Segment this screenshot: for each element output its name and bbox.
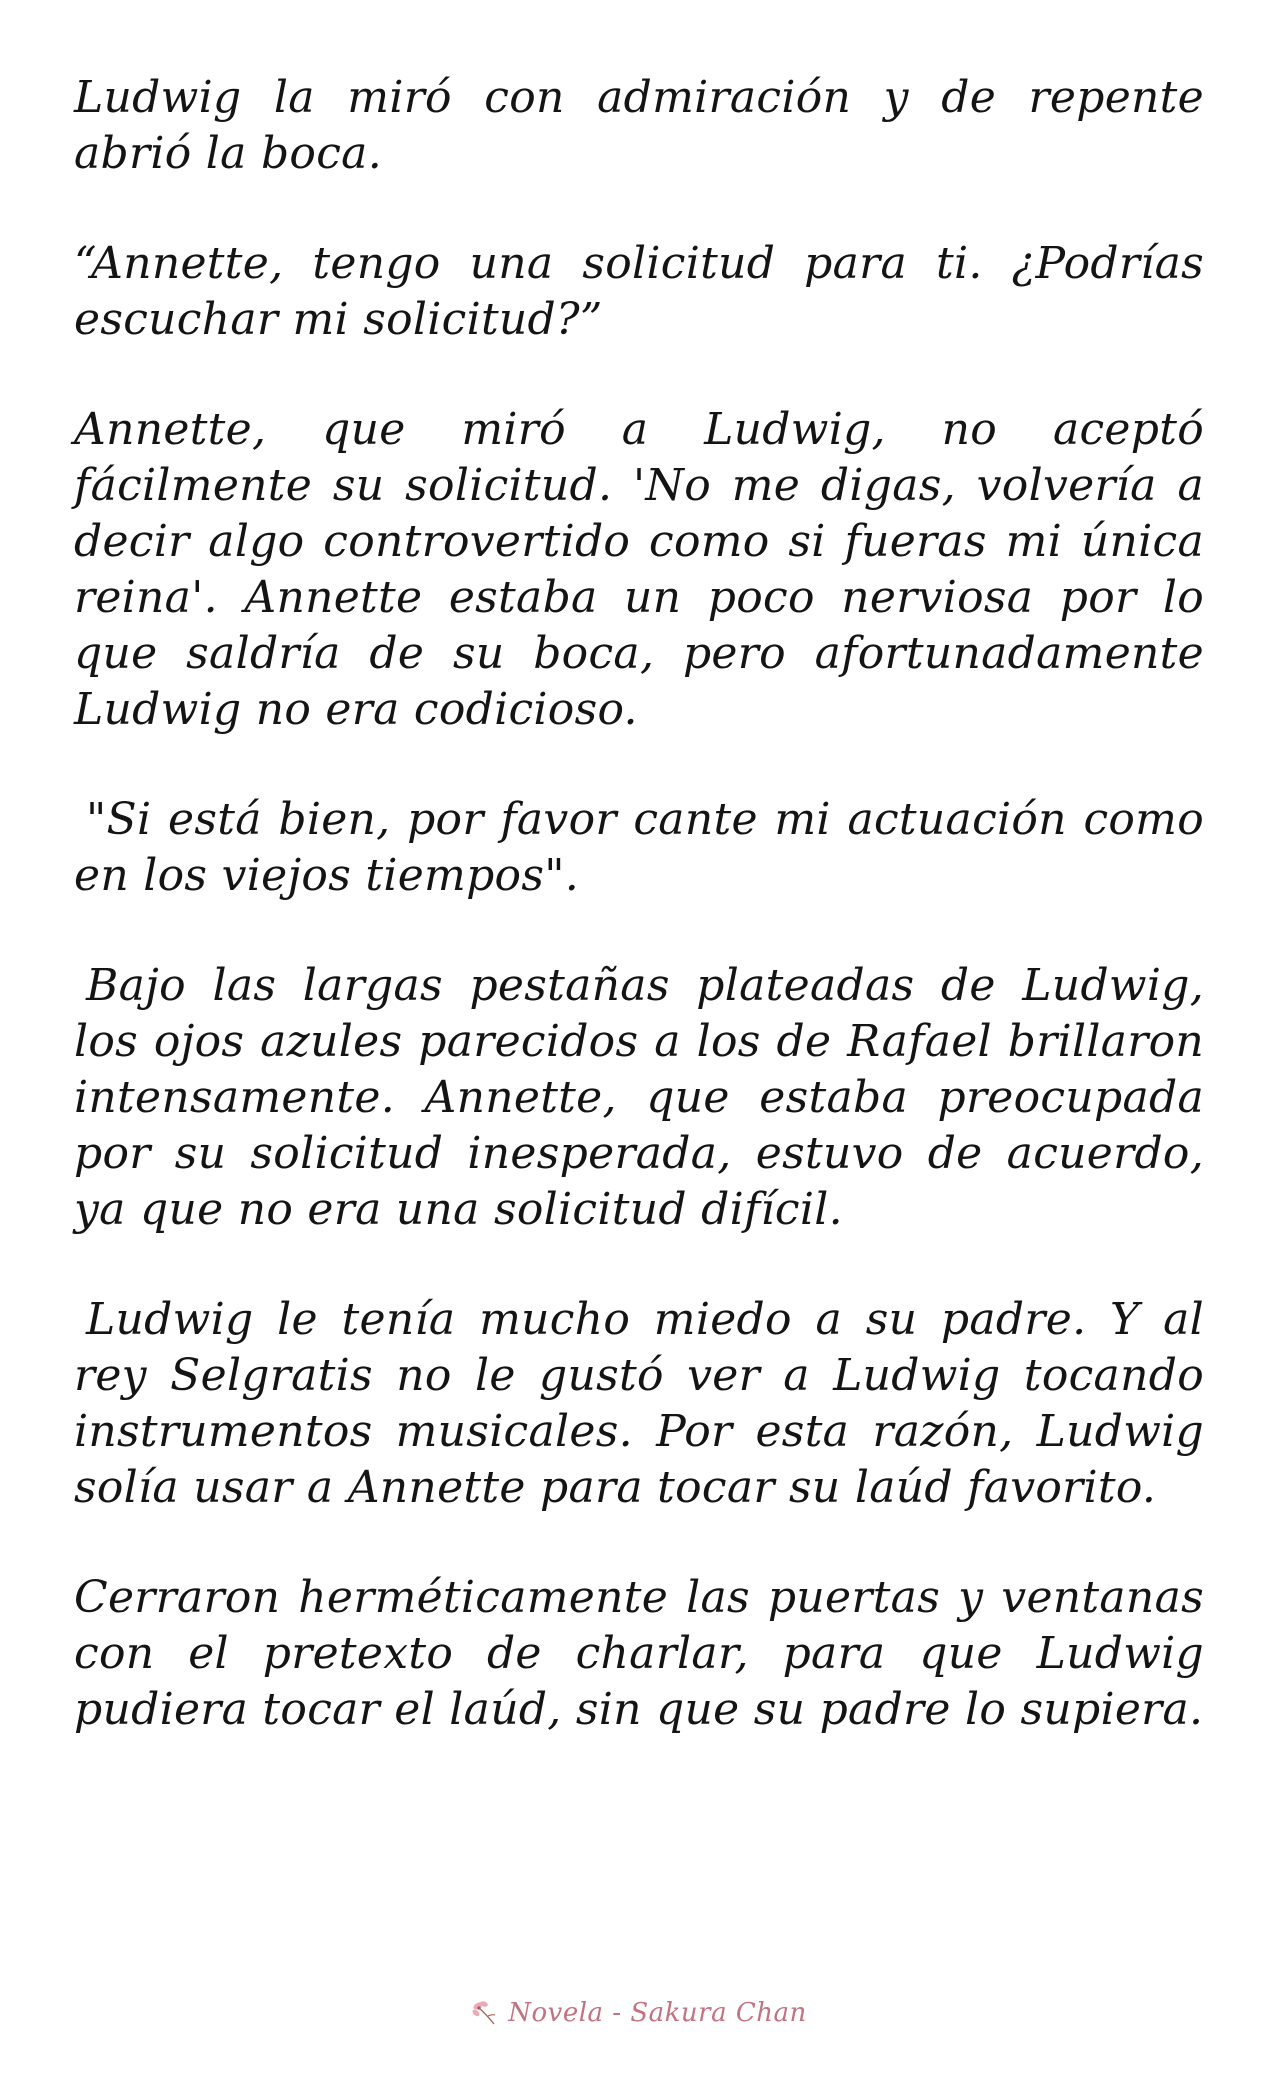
paragraph-6: Ludwig le tenía mucho miedo a su padre. Y al rey Selgratis no le gustó ver a Ludwig tocando instrumentos musicales. Por esta razón, Ludwig solía usar a Annette para tocar su laúd favorito.: [74, 1294, 1204, 1513]
paragraph-3: Annette, que miró a Ludwig, no aceptó fácilmente su solicitud. 'No me digas, volvería a decir algo controvertido como si fueras mi única reina'. Annette estaba un poco nerviosa por lo que saldría de su boca, pero afortunadamente Ludwig no era codicioso.: [74, 404, 1204, 735]
paragraph-4: "Si está bien, por favor cante mi actuación como en los viejos tiempos".: [74, 794, 1204, 901]
paragraph-7: Cerraron herméticamente las puertas y ventanas con el pretexto de charlar, para que Ludwig pudiera tocar el laúd, sin que su padre lo supiera.: [74, 1572, 1204, 1735]
paragraph-1: Ludwig la miró con admiración y de repente abrió la boca.: [74, 72, 1204, 179]
watermark: [0, 1998, 1275, 2028]
watermark-text: Novela - Sakura Chan: [508, 1998, 807, 2028]
document-body: [74, 70, 1204, 1792]
paragraph-5: Bajo las largas pestañas plateadas de Ludwig, los ojos azules parecidos a los de Rafael brillaron intensamente. Annette, que estaba preocupada por su solicitud inesperada, estuvo de acuerdo, ya que no era una solicitud difícil.: [74, 960, 1204, 1235]
sakura-flower-icon: [468, 1998, 502, 2028]
paragraph-2: “Annette, tengo una solicitud para ti. ¿Podrías escuchar mi solicitud?”: [74, 238, 1204, 345]
